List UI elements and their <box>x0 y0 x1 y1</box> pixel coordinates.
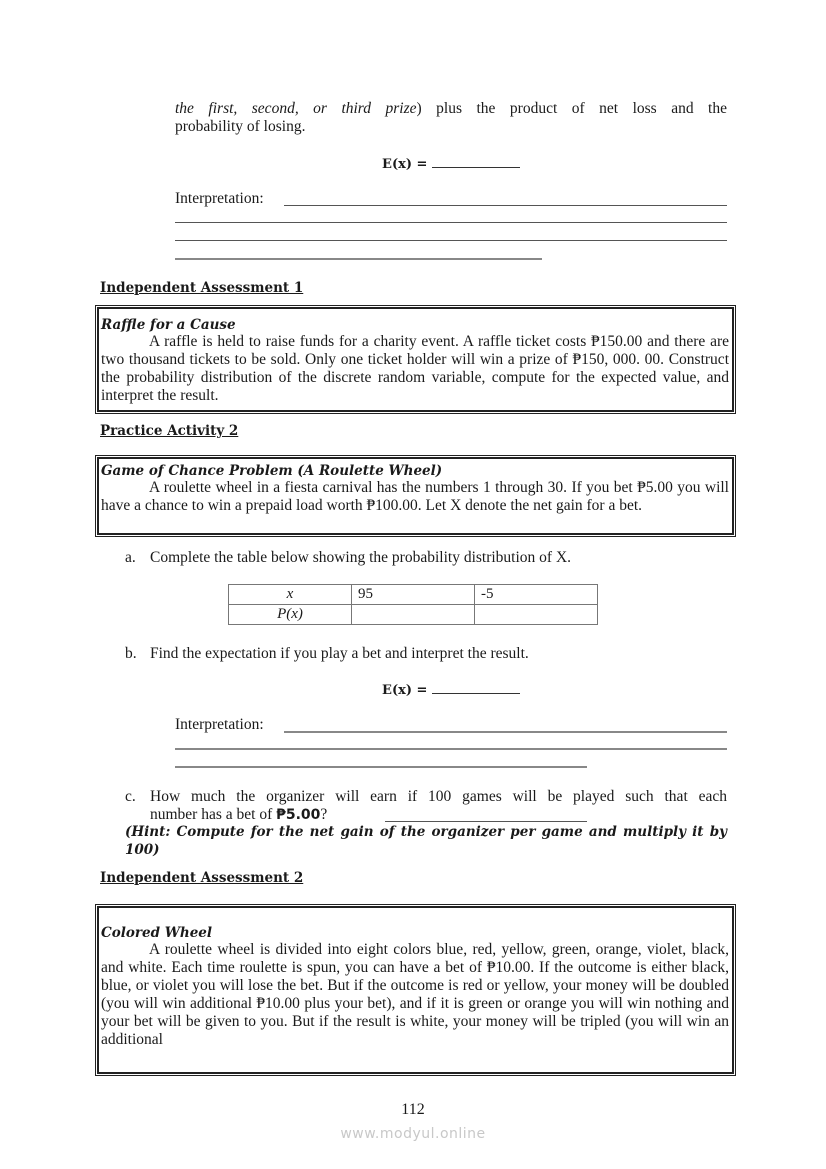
watermark: www.modyul.online <box>340 1126 486 1142</box>
hint-text: (Hint: Compute for the net gain of the organizer per game and multiply it by 100) <box>125 824 727 858</box>
italic-phrase: the first, second, or third prize <box>175 100 417 117</box>
item-c-marker: c. <box>125 788 136 805</box>
heading-practice-activity-2: Practice Activity 2 <box>100 423 239 439</box>
roulette-box-title: Game of Chance Problem (A Roulette Wheel) <box>101 463 443 479</box>
item-c-line-1: How much the organizer will earn if 100 games will be played such that each <box>150 788 727 805</box>
interpretation-line[interactable] <box>175 748 727 750</box>
continuation-line-1 <box>175 100 727 118</box>
answer-blank[interactable] <box>432 155 520 168</box>
colored-wheel-box-title: Colored Wheel <box>101 925 213 941</box>
interpretation-line[interactable] <box>284 731 727 733</box>
roulette-box-body <box>101 479 729 515</box>
expected-value-equation-1 <box>175 155 727 172</box>
roulette-body-text: A roulette wheel in a fiesta carnival has the numbers 1 through 30. If you bet ₱5.00 you will have a chance to win a prepaid load worth ₱100.00. Let X denote the net gain for a bet. <box>101 479 729 514</box>
interpretation-line[interactable] <box>175 258 542 260</box>
item-b-marker: b. <box>125 645 137 662</box>
heading-independent-assessment-1: Independent Assessment 1 <box>100 280 304 296</box>
probability-distribution-table <box>228 584 598 625</box>
row-header-x: x <box>229 585 352 605</box>
probability-input-cell[interactable] <box>352 605 475 625</box>
expected-value-equation-2 <box>175 681 727 698</box>
interpretation-label-1: Interpretation: <box>175 190 264 207</box>
interpretation-label-2: Interpretation: <box>175 716 264 733</box>
colored-wheel-box-body <box>101 941 729 1049</box>
raffle-body-text: A raffle is held to raise funds for a charity event. A raffle ticket costs ₱150.00 and there are two thousand tickets to be sold. Only one ticket holder will win a prize of ₱150, 000. 00. Construct the probability distribution of the discrete random variable, compute for the expected value, and interpret the result. <box>101 333 729 404</box>
continuation-line-2: probability of losing. <box>175 118 306 135</box>
raffle-box-title: Raffle for a Cause <box>101 317 236 333</box>
raffle-problem-box <box>95 305 736 414</box>
equation-label: E(x) = <box>382 157 432 172</box>
probability-input-cell[interactable] <box>475 605 598 625</box>
item-a-text: Complete the table below showing the probability distribution of X. <box>150 549 572 566</box>
continuation-paragraph <box>175 100 727 136</box>
item-a-marker: a. <box>125 549 136 566</box>
heading-independent-assessment-2: Independent Assessment 2 <box>100 870 304 886</box>
answer-line-c[interactable] <box>385 821 587 822</box>
equation-label: E(x) = <box>382 683 432 698</box>
x-value-cell: 95 <box>352 585 475 605</box>
bet-amount: ₱5.00 <box>276 807 321 823</box>
colored-wheel-problem-box <box>95 904 736 1076</box>
table-row-x <box>229 585 598 605</box>
interpretation-line[interactable] <box>284 205 727 206</box>
page-number: 112 <box>401 1101 425 1118</box>
interpretation-line[interactable] <box>175 766 587 768</box>
row-header-px: P(x) <box>229 605 352 625</box>
interpretation-line[interactable] <box>175 240 727 241</box>
item-c-line-2 <box>150 806 327 824</box>
question-mark: ? <box>320 806 328 823</box>
raffle-box-body <box>101 333 729 405</box>
item-b-text: Find the expectation if you play a bet and interpret the result. <box>150 645 529 662</box>
roulette-problem-box <box>95 455 736 537</box>
item-c-text: number has a bet of <box>150 806 277 823</box>
interpretation-line[interactable] <box>175 222 727 223</box>
x-value-cell: -5 <box>475 585 598 605</box>
table-row-px <box>229 605 598 625</box>
line1-rest: ) plus the product of net loss and the <box>416 100 727 117</box>
colored-wheel-body-text: A roulette wheel is divided into eight colors blue, red, yellow, green, orange, violet, black, and white. Each time roulette is spun, you can have a bet of ₱10.00. If the outcome is either black, blue, or violet you will lose the bet. But if the outcome is red or yellow, your money will be doubled (you will win additional ₱10.00 plus your bet), and if it is green or orange you will win nothing and your bet will be given to you. But if the result is white, your money will be tripled (you will win an additional <box>101 941 729 1048</box>
answer-blank[interactable] <box>432 681 520 694</box>
